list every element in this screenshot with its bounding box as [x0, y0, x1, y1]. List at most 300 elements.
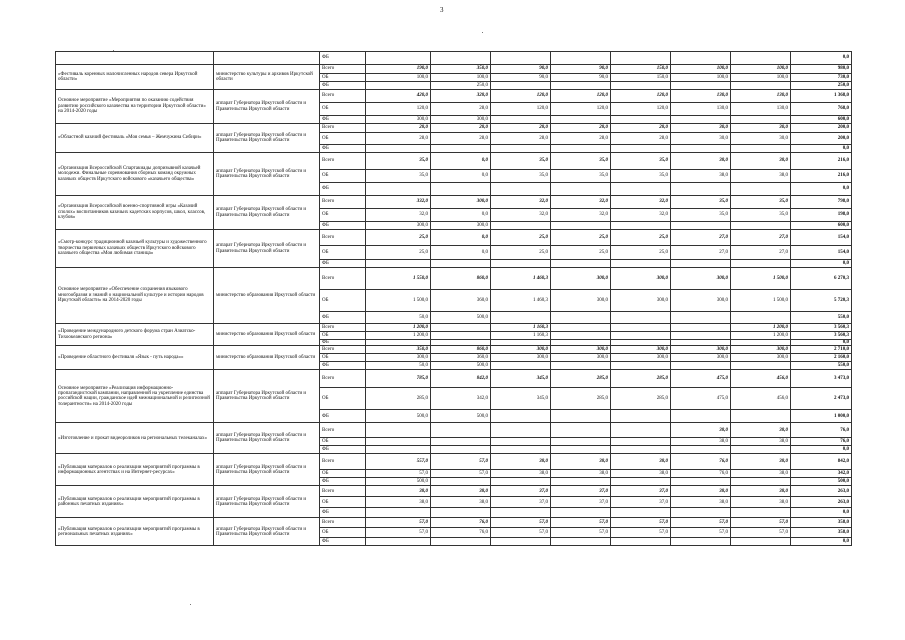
year-value-cell: 300,0 — [431, 196, 491, 209]
year-value-cell — [431, 183, 491, 196]
year-value-cell — [366, 508, 431, 518]
year-value-cell: 300,0 — [431, 222, 491, 230]
source-cell: ФБ — [320, 478, 366, 486]
total-cell: 1 368,0 — [791, 90, 852, 103]
year-value-cell: 475,0 — [671, 370, 731, 388]
year-value-cell: 285,0 — [611, 388, 671, 410]
year-value-cell — [366, 538, 431, 546]
year-value-cell — [551, 438, 611, 446]
activity-executor: аппарат Губернатора Иркутской области и Правительства Иркутской области — [214, 196, 320, 230]
table-row — [56, 268, 852, 290]
year-value-cell: 32,0 — [366, 209, 431, 222]
source-cell: Всего — [320, 124, 366, 133]
year-value-cell: 300,0 — [366, 354, 431, 362]
year-value-cell: 38,0 — [366, 497, 431, 508]
name-cell — [56, 52, 214, 65]
source-cell: ОБ — [320, 332, 366, 340]
total-cell: 200,0 — [791, 124, 852, 133]
year-value-cell: 100,0 — [731, 65, 791, 74]
source-cell: ОБ — [320, 209, 366, 222]
year-value-cell: 300,0 — [551, 268, 611, 290]
year-value-cell: 38,0 — [731, 497, 791, 508]
year-value-cell: 1 460,3 — [491, 268, 551, 290]
year-value-cell — [491, 508, 551, 518]
year-value-cell: 57,0 — [671, 528, 731, 538]
year-value-cell: 300,0 — [366, 116, 431, 124]
year-value-cell — [491, 410, 551, 423]
year-value-cell: 28,0 — [366, 124, 431, 133]
year-value-cell — [671, 362, 731, 370]
year-value-cell: 456,0 — [731, 388, 791, 410]
table-row — [56, 90, 852, 103]
year-value-cell: 90,0 — [491, 65, 551, 74]
total-cell: 0,0 — [791, 340, 852, 346]
year-value-cell: 57,0 — [491, 528, 551, 538]
year-value-cell: 120,0 — [491, 103, 551, 116]
year-value-cell: 57,0 — [366, 518, 431, 528]
year-value-cell: 57,0 — [551, 518, 611, 528]
year-value-cell: 130,0 — [671, 90, 731, 103]
year-value-cell — [366, 82, 431, 90]
year-value-cell: 456,0 — [731, 370, 791, 388]
year-value-cell: 100,0 — [731, 74, 791, 82]
total-cell: 5 720,3 — [791, 290, 852, 312]
year-value-cell: 1 500,0 — [731, 268, 791, 290]
year-value-cell — [491, 446, 551, 454]
activity-executor: министерство культуры и архивов Иркутской области — [214, 65, 320, 90]
year-value-cell: 57,0 — [431, 454, 491, 470]
year-value-cell: 120,0 — [491, 90, 551, 103]
activity-name: «Смотр-конкурс традиционной казачьей культуры и художественного творчества первичных казачьих обществ Иркутского войскового казачьего общества «Моя любимая станица» — [56, 230, 214, 268]
source-cell: Всего — [320, 346, 366, 354]
year-value-cell — [551, 116, 611, 124]
year-value-cell — [431, 260, 491, 268]
year-value-cell — [551, 538, 611, 546]
year-value-cell: 28,0 — [491, 124, 551, 133]
year-value-cell: 25,0 — [366, 246, 431, 260]
year-value-cell: 25,0 — [491, 246, 551, 260]
year-value-cell — [731, 478, 791, 486]
year-value-cell — [551, 82, 611, 90]
year-value-cell — [491, 478, 551, 486]
table-row-carryover — [56, 52, 852, 65]
year-value-cell: 38,0 — [366, 486, 431, 497]
year-value-cell: 32,0 — [611, 196, 671, 209]
year-value-cell — [491, 82, 551, 90]
year-value-cell — [731, 410, 791, 423]
year-value-cell — [611, 538, 671, 546]
source-cell: Всего — [320, 90, 366, 103]
scan-speck — [190, 604, 191, 605]
year-value-cell: 35,0 — [551, 170, 611, 183]
year-value-cell: 76,0 — [431, 518, 491, 528]
year-value-cell — [551, 332, 611, 340]
source-cell: ОБ — [320, 103, 366, 116]
year-value-cell: 100,0 — [431, 74, 491, 82]
total-cell: 154,0 — [791, 230, 852, 246]
year-value-cell: 38,0 — [671, 170, 731, 183]
year-value-cell — [551, 423, 611, 438]
year-value-cell — [731, 145, 791, 153]
year-value-cell: 285,0 — [551, 370, 611, 388]
year-value-cell: 27,0 — [671, 230, 731, 246]
year-value-cell: 32,0 — [551, 196, 611, 209]
year-value-cell: 38,0 — [731, 486, 791, 497]
total-cell: 550,0 — [791, 362, 852, 370]
year-value-cell: 130,0 — [731, 103, 791, 116]
year-value-cell — [366, 183, 431, 196]
total-cell: 2 160,0 — [791, 354, 852, 362]
year-value-cell — [491, 438, 551, 446]
year-value-cell: 32,0 — [551, 209, 611, 222]
year-value-cell: 25,0 — [611, 230, 671, 246]
year-value-cell: 190,0 — [366, 65, 431, 74]
year-value-cell: 28,0 — [551, 133, 611, 145]
table-row — [56, 518, 852, 528]
year-value-cell: 25,0 — [366, 230, 431, 246]
source-cell: ОБ — [320, 528, 366, 538]
activity-name: Основное мероприятие «Обеспечение сохранения языкового многообразия и знаний о национальной культуре и истории народов Иркутской области» на 2014-2020 годы — [56, 268, 214, 324]
total-cell: 1 000,0 — [791, 410, 852, 423]
year-value-cell: 500,0 — [366, 410, 431, 423]
year-value-cell: 38,0 — [431, 497, 491, 508]
total-cell: 263,0 — [791, 486, 852, 497]
source-cell: Всего — [320, 486, 366, 497]
year-value-cell — [491, 183, 551, 196]
year-value-cell — [551, 222, 611, 230]
activity-executor: аппарат Губернатора Иркутской области и Правительства Иркутской области — [214, 90, 320, 124]
table-row — [56, 370, 852, 388]
year-value-cell — [731, 222, 791, 230]
year-value-cell — [491, 145, 551, 153]
year-value-cell: 90,0 — [551, 74, 611, 82]
year-value-cell: 28,0 — [431, 103, 491, 116]
year-value-cell: 120,0 — [366, 103, 431, 116]
total-cell: 0,0 — [791, 52, 852, 65]
activity-executor: аппарат Губернатора Иркутской области и Правительства Иркутской области — [214, 370, 320, 423]
source-cell: ФБ — [320, 222, 366, 230]
year-value-cell: 120,0 — [551, 90, 611, 103]
source-cell: ФБ — [320, 538, 366, 546]
total-cell: 0,0 — [791, 183, 852, 196]
source-cell: ФБ — [320, 260, 366, 268]
year-value-cell: 30,0 — [731, 133, 791, 145]
year-value-cell: 300,0 — [491, 354, 551, 362]
activity-name: «Областной казачий фестиваль «Моя семья – Жемчужина Сибири» — [56, 124, 214, 153]
activity-name: «Публикация материалов о реализации мероприятий программы в информационных агентствах и на Интернет-ресурсах» — [56, 454, 214, 486]
activity-executor: аппарат Губернатора Иркутской области и Правительства Иркутской области — [214, 423, 320, 454]
year-value-cell — [611, 478, 671, 486]
budget-table — [55, 51, 852, 546]
year-value-cell: 300,0 — [551, 290, 611, 312]
source-cell: Всего — [320, 153, 366, 170]
year-value-cell: 27,0 — [671, 246, 731, 260]
table-row — [56, 346, 852, 354]
year-value-cell: 38,0 — [671, 423, 731, 438]
source-cell: ФБ — [320, 446, 366, 454]
activity-executor: аппарат Губернатора Иркутской области и Правительства Иркутской области — [214, 518, 320, 546]
year-value-cell: 120,0 — [551, 103, 611, 116]
year-value-cell: 37,0 — [551, 497, 611, 508]
year-value-cell: 842,0 — [431, 370, 491, 388]
year-value-cell: 100,0 — [671, 65, 731, 74]
source-cell: ОБ — [320, 388, 366, 410]
year-value-cell: 30,0 — [671, 133, 731, 145]
table-row — [56, 230, 852, 246]
year-value-cell: 332,0 — [366, 196, 431, 209]
year-value-cell: 500,0 — [431, 362, 491, 370]
year-value-cell — [611, 423, 671, 438]
table-row — [56, 324, 852, 332]
year-value-cell: 38,0 — [671, 486, 731, 497]
year-value-cell: 130,0 — [671, 103, 731, 116]
year-value-cell: 0,0 — [431, 246, 491, 260]
year-value-cell — [671, 222, 731, 230]
year-value-cell — [611, 222, 671, 230]
source-cell: ОБ — [320, 497, 366, 508]
year-value-cell: 0,0 — [431, 153, 491, 170]
year-value-cell — [611, 312, 671, 324]
source-cell: ФБ — [320, 52, 366, 65]
year-value-cell: 120,0 — [611, 103, 671, 116]
year-value-cell: 90,0 — [551, 65, 611, 74]
year-value-cell — [611, 116, 671, 124]
source-cell: ОБ — [320, 133, 366, 145]
budget-table-frame — [55, 51, 851, 546]
activity-name: «Фестиваль коренных малочисленных народов севера Иркутской области» — [56, 65, 214, 90]
year-value-cell — [731, 508, 791, 518]
year-value-cell: 28,0 — [611, 124, 671, 133]
year-value-cell: 345,0 — [491, 388, 551, 410]
year-value-cell — [611, 82, 671, 90]
year-value-cell: 350,0 — [431, 65, 491, 74]
year-value-cell — [671, 183, 731, 196]
year-value-cell: 0,0 — [431, 230, 491, 246]
source-cell: ОБ — [320, 438, 366, 446]
year-value-cell — [491, 260, 551, 268]
year-value-cell: 300,0 — [731, 354, 791, 362]
year-value-cell — [431, 478, 491, 486]
year-value-cell: 1 460,3 — [491, 290, 551, 312]
year-value-cell: 35,0 — [366, 153, 431, 170]
scan-speck — [482, 32, 483, 33]
total-cell: 730,0 — [791, 74, 852, 82]
year-value-cell: 360,0 — [431, 290, 491, 312]
activity-name: «Публикация материалов о реализации мероприятий программы в региональных печатных изданиях» — [56, 518, 214, 546]
source-cell: ОБ — [320, 354, 366, 362]
year-value-cell — [551, 260, 611, 268]
total-cell: 216,0 — [791, 170, 852, 183]
year-value-cell — [611, 183, 671, 196]
table-row — [56, 124, 852, 133]
year-value-cell: 150,0 — [611, 65, 671, 74]
year-value-cell: 130,0 — [731, 90, 791, 103]
year-value-cell: 300,0 — [366, 222, 431, 230]
year-value-cell: 27,0 — [731, 230, 791, 246]
year-value-cell — [551, 183, 611, 196]
source-cell: ФБ — [320, 410, 366, 423]
year-value-cell: 57,0 — [731, 518, 791, 528]
source-cell: ОБ — [320, 170, 366, 183]
year-value-cell: 35,0 — [671, 196, 731, 209]
year-value-cell: 38,0 — [671, 153, 731, 170]
year-value-cell — [611, 362, 671, 370]
year-value-cell: 300,0 — [551, 354, 611, 362]
total-cell: 6 270,3 — [791, 268, 852, 290]
year-value-cell: 76,0 — [431, 528, 491, 538]
year-value-cell: 475,0 — [671, 388, 731, 410]
year-value-cell: 300,0 — [671, 346, 731, 354]
year-value-cell: 27,0 — [731, 246, 791, 260]
year-value-cell: 35,0 — [731, 196, 791, 209]
activity-name: «Изготовление и прокат видеороликов на региональных телеканалах» — [56, 423, 214, 454]
source-cell: ОБ — [320, 246, 366, 260]
year-value-cell: 38,0 — [491, 454, 551, 470]
year-value-cell — [431, 423, 491, 438]
year-value-cell — [671, 446, 731, 454]
year-value-cell: 35,0 — [671, 209, 731, 222]
year-value-cell: 35,0 — [551, 153, 611, 170]
source-cell: ОБ — [320, 470, 366, 478]
year-value-cell — [731, 260, 791, 268]
year-value-cell: 300,0 — [611, 346, 671, 354]
source-cell: ФБ — [320, 362, 366, 370]
year-value-cell: 860,0 — [431, 268, 491, 290]
year-value-cell: 38,0 — [551, 454, 611, 470]
year-value-cell: 860,0 — [431, 346, 491, 354]
year-value-cell: 35,0 — [491, 153, 551, 170]
year-value-cell: 1 500,0 — [731, 290, 791, 312]
activity-name: «Организация Всероссийской военно-спортивной игры «Казачий сполох» воспитанников казачьих кадетских корпусов, школ, классов, клубов» — [56, 196, 214, 230]
year-value-cell: 57,0 — [491, 518, 551, 528]
year-value-cell: 25,0 — [611, 246, 671, 260]
activity-name: Основное мероприятие «Мероприятия по оказанию содействия развитию российского казачества на территории Иркутской области» на 2014-2020 годы — [56, 90, 214, 124]
year-value-cell — [366, 438, 431, 446]
year-value-cell: 76,0 — [671, 470, 731, 478]
year-value-cell: 37,0 — [551, 486, 611, 497]
year-value-cell — [431, 324, 491, 332]
year-value-cell: 345,0 — [491, 370, 551, 388]
year-value-cell — [671, 332, 731, 340]
year-value-cell: 28,0 — [366, 133, 431, 145]
year-value-cell — [366, 446, 431, 454]
year-value-cell: 1 200,0 — [731, 332, 791, 340]
year-value-cell: 1 160,3 — [491, 324, 551, 332]
year-value-cell: 37,0 — [611, 486, 671, 497]
total-cell: 154,0 — [791, 246, 852, 260]
year-value-cell — [731, 116, 791, 124]
year-value-cell: 57,0 — [671, 518, 731, 528]
year-value-cell: 38,0 — [671, 497, 731, 508]
activity-executor: аппарат Губернатора Иркутской области и Правительства Иркутской области — [214, 486, 320, 518]
year-value-cell — [611, 324, 671, 332]
year-value-cell: 38,0 — [611, 454, 671, 470]
year-value-cell: 38,0 — [611, 470, 671, 478]
year-value-cell — [431, 508, 491, 518]
total-cell: 200,0 — [791, 133, 852, 145]
total-cell: 216,0 — [791, 153, 852, 170]
year-value-cell — [551, 324, 611, 332]
year-value-cell: 1 200,0 — [366, 324, 431, 332]
year-value-cell: 57,0 — [431, 470, 491, 478]
year-value-cell: 57,0 — [366, 470, 431, 478]
table-row — [56, 454, 852, 470]
year-value-cell: 35,0 — [611, 170, 671, 183]
source-cell: Всего — [320, 268, 366, 290]
activity-executor: министерство образования Иркутской области — [214, 324, 320, 346]
year-value-cell: 25,0 — [551, 230, 611, 246]
source-cell: ФБ — [320, 82, 366, 90]
total-cell: 250,0 — [791, 82, 852, 90]
source-cell: Всего — [320, 454, 366, 470]
year-value-cell — [671, 410, 731, 423]
year-value-cell — [491, 116, 551, 124]
table-row — [56, 153, 852, 170]
total-cell: 358,0 — [791, 528, 852, 538]
year-value-cell — [671, 116, 731, 124]
total-cell: 0,0 — [791, 446, 852, 454]
year-value-cell — [366, 145, 431, 153]
year-value-cell: 785,0 — [366, 370, 431, 388]
source-cell: Всего — [320, 230, 366, 246]
year-value-cell: 57,0 — [551, 528, 611, 538]
year-value-cell — [731, 362, 791, 370]
activity-executor: аппарат Губернатора Иркутской области и Правительства Иркутской области — [214, 153, 320, 196]
total-cell: 3 560,3 — [791, 324, 852, 332]
year-value-cell: 300,0 — [671, 268, 731, 290]
source-cell: ФБ — [320, 312, 366, 324]
year-value-cell: 28,0 — [431, 133, 491, 145]
year-value-cell: 300,0 — [671, 354, 731, 362]
year-value-cell — [671, 478, 731, 486]
year-value-cell: 38,0 — [731, 470, 791, 478]
year-value-cell: 38,0 — [731, 153, 791, 170]
year-value-cell — [611, 145, 671, 153]
year-value-cell: 28,0 — [551, 124, 611, 133]
year-value-cell — [611, 438, 671, 446]
activity-executor: министерство образования Иркутской области — [214, 268, 320, 324]
year-value-cell: 342,0 — [431, 388, 491, 410]
total-cell: 600,0 — [791, 116, 852, 124]
scan-speck — [113, 50, 114, 51]
year-value-cell: 38,0 — [731, 454, 791, 470]
source-cell: ФБ — [320, 340, 366, 346]
source-cell: ОБ — [320, 74, 366, 82]
year-value-cell: 350,0 — [366, 346, 431, 354]
year-value-cell — [491, 423, 551, 438]
year-value-cell: 32,0 — [611, 209, 671, 222]
year-value-cell: 300,0 — [611, 268, 671, 290]
year-value-cell — [431, 332, 491, 340]
total-cell: 3 473,0 — [791, 370, 852, 388]
source-cell: Всего — [320, 370, 366, 388]
year-value-cell: 1 550,0 — [366, 268, 431, 290]
total-cell: 198,0 — [791, 209, 852, 222]
year-value-cell — [551, 145, 611, 153]
total-cell: 263,0 — [791, 497, 852, 508]
year-value-cell — [491, 222, 551, 230]
year-value-cell: 90,0 — [491, 74, 551, 82]
year-value-cell: 38,0 — [731, 423, 791, 438]
source-cell: Всего — [320, 196, 366, 209]
year-value-cell — [491, 312, 551, 324]
source-cell: ФБ — [320, 508, 366, 518]
year-value-cell: 500,0 — [366, 478, 431, 486]
activity-executor: аппарат Губернатора Иркутской области и Правительства Иркутской области — [214, 230, 320, 268]
year-value-cell — [611, 508, 671, 518]
year-value-cell: 100,0 — [671, 74, 731, 82]
activity-executor: аппарат Губернатора Иркутской области и Правительства Иркутской области — [214, 124, 320, 153]
